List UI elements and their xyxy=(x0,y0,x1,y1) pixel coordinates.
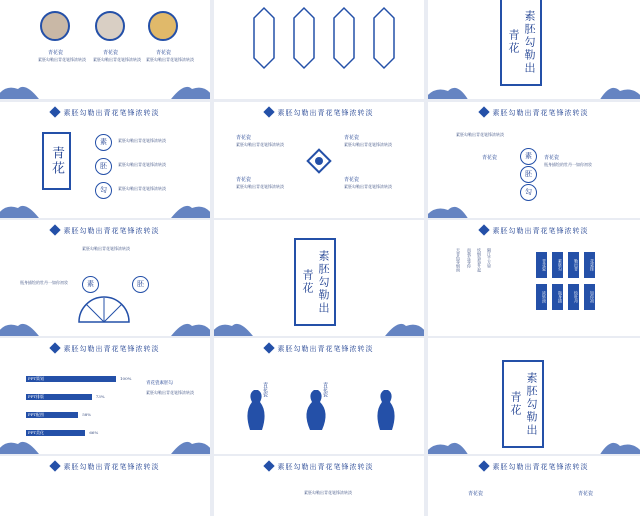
name-label: 青花瓷 xyxy=(344,177,360,183)
vertical-title: 素胚勾勒出青花 xyxy=(502,360,544,448)
ornament-icon xyxy=(428,198,470,218)
progress-label: PPT策划 xyxy=(28,376,45,381)
quote-text: 而我在等你 xyxy=(467,248,472,268)
progress-value: 73% xyxy=(95,394,105,399)
progress-label: PPT排版 xyxy=(28,394,45,399)
name-label: 青花瓷 xyxy=(468,491,484,497)
desc-text: 素胚勾勒出青花笔锋浓转淡 xyxy=(304,490,352,495)
progress-bar xyxy=(26,376,116,382)
slide-thumbnail[interactable] xyxy=(0,102,210,218)
slide-thumbnail[interactable] xyxy=(214,0,424,99)
ornament-icon xyxy=(598,79,640,99)
vase-icons xyxy=(240,372,400,432)
desc-text: 素胚勾勒出青花笔锋浓转淡 xyxy=(344,184,392,189)
progress-bar xyxy=(26,412,78,418)
ornament-icon xyxy=(168,79,210,99)
desc-text: 素胚勾勒出青花笔锋浓转淡 xyxy=(82,246,130,251)
text-block: 瓶身描 xyxy=(552,284,563,310)
desc-text: 素胚勾勒出青花笔锋浓转淡 xyxy=(118,186,166,191)
vase-label: 青花瓷 xyxy=(262,382,268,397)
slide-thumbnail[interactable] xyxy=(0,338,210,454)
diamond-icon xyxy=(478,106,489,117)
desc-text: 素胚勾勒出青花笔锋浓转淡 xyxy=(118,138,166,143)
desc-text: 素胚勾勒出青花笔锋浓转淡 xyxy=(456,132,504,137)
name-label: 青花瓷 xyxy=(236,135,252,141)
badge: 素 xyxy=(82,276,99,293)
diamond-icon xyxy=(49,460,60,471)
progress-bar xyxy=(26,430,85,436)
badge: 勾 xyxy=(520,184,537,201)
avatar xyxy=(148,11,178,41)
slide-thumbnail[interactable] xyxy=(214,102,424,218)
slide-thumbnail[interactable] xyxy=(214,338,424,454)
slide-thumbnail[interactable] xyxy=(0,0,210,99)
text-block: 花笔锋 xyxy=(584,252,595,278)
badge: 胚 xyxy=(95,158,112,175)
ornament-icon xyxy=(598,434,640,454)
desc-text: 瓶身描绘的牡丹一如你初妆 xyxy=(20,280,68,285)
vertical-title: 素胚勾勒出青花 xyxy=(500,0,542,86)
slide-thumbnail[interactable] xyxy=(428,456,640,516)
center-medallion-icon xyxy=(306,148,332,174)
desc-text: 瓶身描绘的牡丹一如你初妆 xyxy=(544,162,592,167)
ornament-icon xyxy=(168,198,210,218)
desc-text: 素胚勾勒出青花笔锋浓转淡 xyxy=(118,162,166,167)
name-label: 青花瓷 xyxy=(544,155,560,161)
slide-title: 素胚勾勒出青花笔锋浓转淡 xyxy=(0,108,210,118)
quote-text: 天青色等烟雨 xyxy=(456,248,461,272)
slide-thumbnail[interactable] xyxy=(428,102,640,218)
text-block: 素胚勾 xyxy=(552,252,563,278)
desc-text: 素胚勾勒出青花笔锋浓转淡 xyxy=(93,57,141,62)
name-label: 青花瓷 xyxy=(578,491,594,497)
diamond-icon xyxy=(263,106,274,117)
diamond-icon xyxy=(263,460,274,471)
slide-thumbnail[interactable] xyxy=(428,338,640,454)
avatar xyxy=(40,11,70,41)
text-block: 浓转淡 xyxy=(536,284,547,310)
ornament-icon xyxy=(0,434,42,454)
avatar xyxy=(95,11,125,41)
quote-text: 隔江千万里 xyxy=(487,248,492,268)
ornament-icon xyxy=(0,79,42,99)
desc-text: 素胚勾勒出青花笔锋浓转淡 xyxy=(344,142,392,147)
desc-text: 素胚勾勒出青花笔锋浓转淡 xyxy=(236,184,284,189)
slide-title: 素胚勾勒出青花笔锋浓转淡 xyxy=(428,226,640,236)
name-label: 青花瓷 xyxy=(156,50,172,56)
text-block: 如你初 xyxy=(584,284,595,310)
progress-value: 66% xyxy=(89,430,99,435)
fan-icon xyxy=(74,292,134,326)
badge: 素 xyxy=(95,134,112,151)
name-label: 青花瓷 xyxy=(344,135,360,141)
progress-value: 58% xyxy=(82,412,92,417)
diamond-icon xyxy=(478,224,489,235)
slide-title: 素胚勾勒出青花笔锋浓转淡 xyxy=(214,344,424,354)
ornament-icon xyxy=(168,316,210,336)
name-label: 青花瓷 xyxy=(482,155,498,161)
ornament-icon xyxy=(428,434,470,454)
slide-title: 素胚勾勒出青花笔锋浓转淡 xyxy=(0,462,210,472)
slide-thumbnail[interactable] xyxy=(0,220,210,336)
diamond-icon xyxy=(49,106,60,117)
qinghua-seal: 青花 xyxy=(42,132,71,190)
ornament-icon xyxy=(428,79,470,99)
slide-title: 素胚勾勒出青花笔锋浓转淡 xyxy=(428,108,640,118)
ornament-icon xyxy=(168,434,210,454)
quote-text: 炊烟袅袅升起 xyxy=(477,248,482,272)
ornament-icon xyxy=(0,316,42,336)
ornament-icon xyxy=(0,198,42,218)
diamond-icon xyxy=(478,460,489,471)
slide-thumbnail[interactable] xyxy=(214,220,424,336)
progress-label: PPT美化 xyxy=(28,430,45,435)
diamond-icon xyxy=(49,342,60,353)
text-block: 青花瓷 xyxy=(536,252,547,278)
slide-thumbnail[interactable] xyxy=(428,0,640,99)
desc-text: 素胚勾勒出青花笔锋浓转淡 xyxy=(146,390,194,395)
badge: 素 xyxy=(520,148,537,165)
slide-thumbnail[interactable] xyxy=(214,456,424,516)
slide-title: 素胚勾勒出青花笔锋浓转淡 xyxy=(214,462,424,472)
ornament-icon xyxy=(382,316,424,336)
slide-title: 素胚勾勒出青花笔锋浓转淡 xyxy=(0,344,210,354)
progress-bar xyxy=(26,394,92,400)
cloud-label: 青花瓷素胚勾 xyxy=(146,381,173,386)
slide-title: 素胚勾勒出青花笔锋浓转淡 xyxy=(0,226,210,236)
badge: 勾 xyxy=(95,182,112,199)
progress-value: 100% xyxy=(120,376,132,381)
progress-label: PPT配图 xyxy=(28,412,45,417)
diamond-icon xyxy=(49,224,60,235)
slide-title: 素胚勾勒出青花笔锋浓转淡 xyxy=(428,462,640,472)
desc-text: 素胚勾勒出青花笔锋浓转淡 xyxy=(38,57,86,62)
name-label: 青花瓷 xyxy=(236,177,252,183)
slide-thumbnail[interactable] xyxy=(428,220,640,336)
name-label: 青花瓷 xyxy=(103,50,119,56)
name-label: 青花瓷 xyxy=(48,50,64,56)
badge: 胚 xyxy=(520,166,537,183)
vase-label: 青花瓷 xyxy=(322,382,328,397)
slide-thumbnail[interactable] xyxy=(0,456,210,516)
text-block: 勒出青 xyxy=(568,252,579,278)
slide-title: 素胚勾勒出青花笔锋浓转淡 xyxy=(214,108,424,118)
diamond-icon xyxy=(263,342,274,353)
vertical-title: 素胚勾勒出青花 xyxy=(294,238,336,326)
diamond-tags-icon xyxy=(234,3,404,83)
desc-text: 素胚勾勒出青花笔锋浓转淡 xyxy=(236,142,284,147)
desc-text: 素胚勾勒出青花笔锋浓转淡 xyxy=(146,57,194,62)
badge: 胚 xyxy=(132,276,149,293)
text-block: 绘牡丹 xyxy=(568,284,579,310)
ornament-icon xyxy=(214,316,256,336)
